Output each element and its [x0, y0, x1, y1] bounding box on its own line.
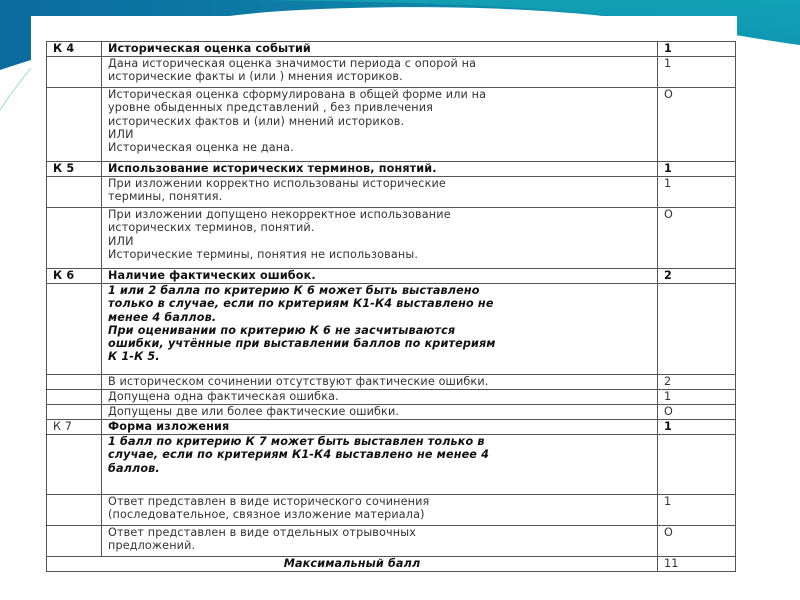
table-row	[47, 88, 736, 162]
criterion-score: 1	[658, 390, 736, 405]
criterion-max-score-k4: 1	[658, 42, 736, 57]
criterion-description: Допущены две или более фактические ошибки.	[102, 405, 658, 420]
criterion-note-k7: 1 балл по критерию К 7 может быть выставлен только в случае, если по критериям К1-К4 выставлено не менее 4 баллов.	[102, 435, 658, 495]
criterion-score: О	[658, 405, 736, 420]
table-row	[47, 405, 736, 420]
criterion-max-score-k5: 1	[658, 162, 736, 177]
table-row	[47, 375, 736, 390]
table-row-k6-title	[47, 269, 736, 284]
criterion-title-k4: Историческая оценка событий	[102, 42, 658, 57]
total-score: 11	[658, 557, 736, 572]
table-row	[47, 390, 736, 405]
criterion-description: Дана историческая оценка значимости периода с опорой на исторические факты и (или ) мнения историков.	[102, 57, 658, 88]
table-row	[47, 177, 736, 208]
criterion-title-k6: Наличие фактических ошибок.	[102, 269, 658, 284]
table-row-k4-title	[47, 42, 736, 57]
criterion-description: В историческом сочинении отсутствуют фактические ошибки.	[102, 375, 658, 390]
table-row-total	[47, 557, 736, 572]
criterion-score: 1	[658, 57, 736, 88]
table-row	[47, 57, 736, 88]
criterion-title-k7: Форма изложения	[102, 420, 658, 435]
criterion-description: При изложении допущено некорректное использование исторических терминов, понятий. ИЛИ Исторические термины, понятия не использованы.	[102, 208, 658, 269]
criteria-table	[46, 41, 736, 572]
table-row-note	[47, 435, 736, 495]
table-row	[47, 495, 736, 526]
criterion-note-k6: 1 или 2 балла по критерию К 6 может быть выставлено только в случае, если по критериям К1-К4 выставлено не менее 4 баллов. При оценивании по критерию К 6 не засчитываются ошибки, учтённые при выставлении баллов по критериям К 1-К 5.	[102, 284, 658, 375]
criterion-description: Допущена одна фактическая ошибка.	[102, 390, 658, 405]
total-label: Максимальный балл	[47, 557, 658, 572]
criterion-code-k6: К 6	[47, 269, 102, 284]
criterion-description: Историческая оценка сформулирована в общей форме или на уровне обыденных представлений , без привлечения исторических фактов и (или) мнений историков. ИЛИ Историческая оценка не дана.	[102, 88, 658, 162]
criterion-description: При изложении корректно использованы исторические термины, понятия.	[102, 177, 658, 208]
criterion-code-k5: К 5	[47, 162, 102, 177]
criterion-title-k5: Использование исторических терминов, понятий.	[102, 162, 658, 177]
criterion-code-k4: К 4	[47, 42, 102, 57]
criterion-max-score-k7: 1	[658, 420, 736, 435]
criterion-score: 1	[658, 495, 736, 526]
table-row-k5-title	[47, 162, 736, 177]
criterion-score: О	[658, 208, 736, 269]
criterion-score: О	[658, 88, 736, 162]
table-row	[47, 208, 736, 269]
table-row	[47, 526, 736, 557]
table-row-k7-title	[47, 420, 736, 435]
criterion-description: Ответ представлен в виде отдельных отрывочных предложений.	[102, 526, 658, 557]
criterion-score: 1	[658, 177, 736, 208]
criterion-code-k7: К 7	[47, 420, 102, 435]
table-row-note	[47, 284, 736, 375]
criterion-score: 2	[658, 375, 736, 390]
criterion-score: О	[658, 526, 736, 557]
criterion-description: Ответ представлен в виде исторического сочинения (последовательное, связное изложение материала)	[102, 495, 658, 526]
criterion-max-score-k6: 2	[658, 269, 736, 284]
